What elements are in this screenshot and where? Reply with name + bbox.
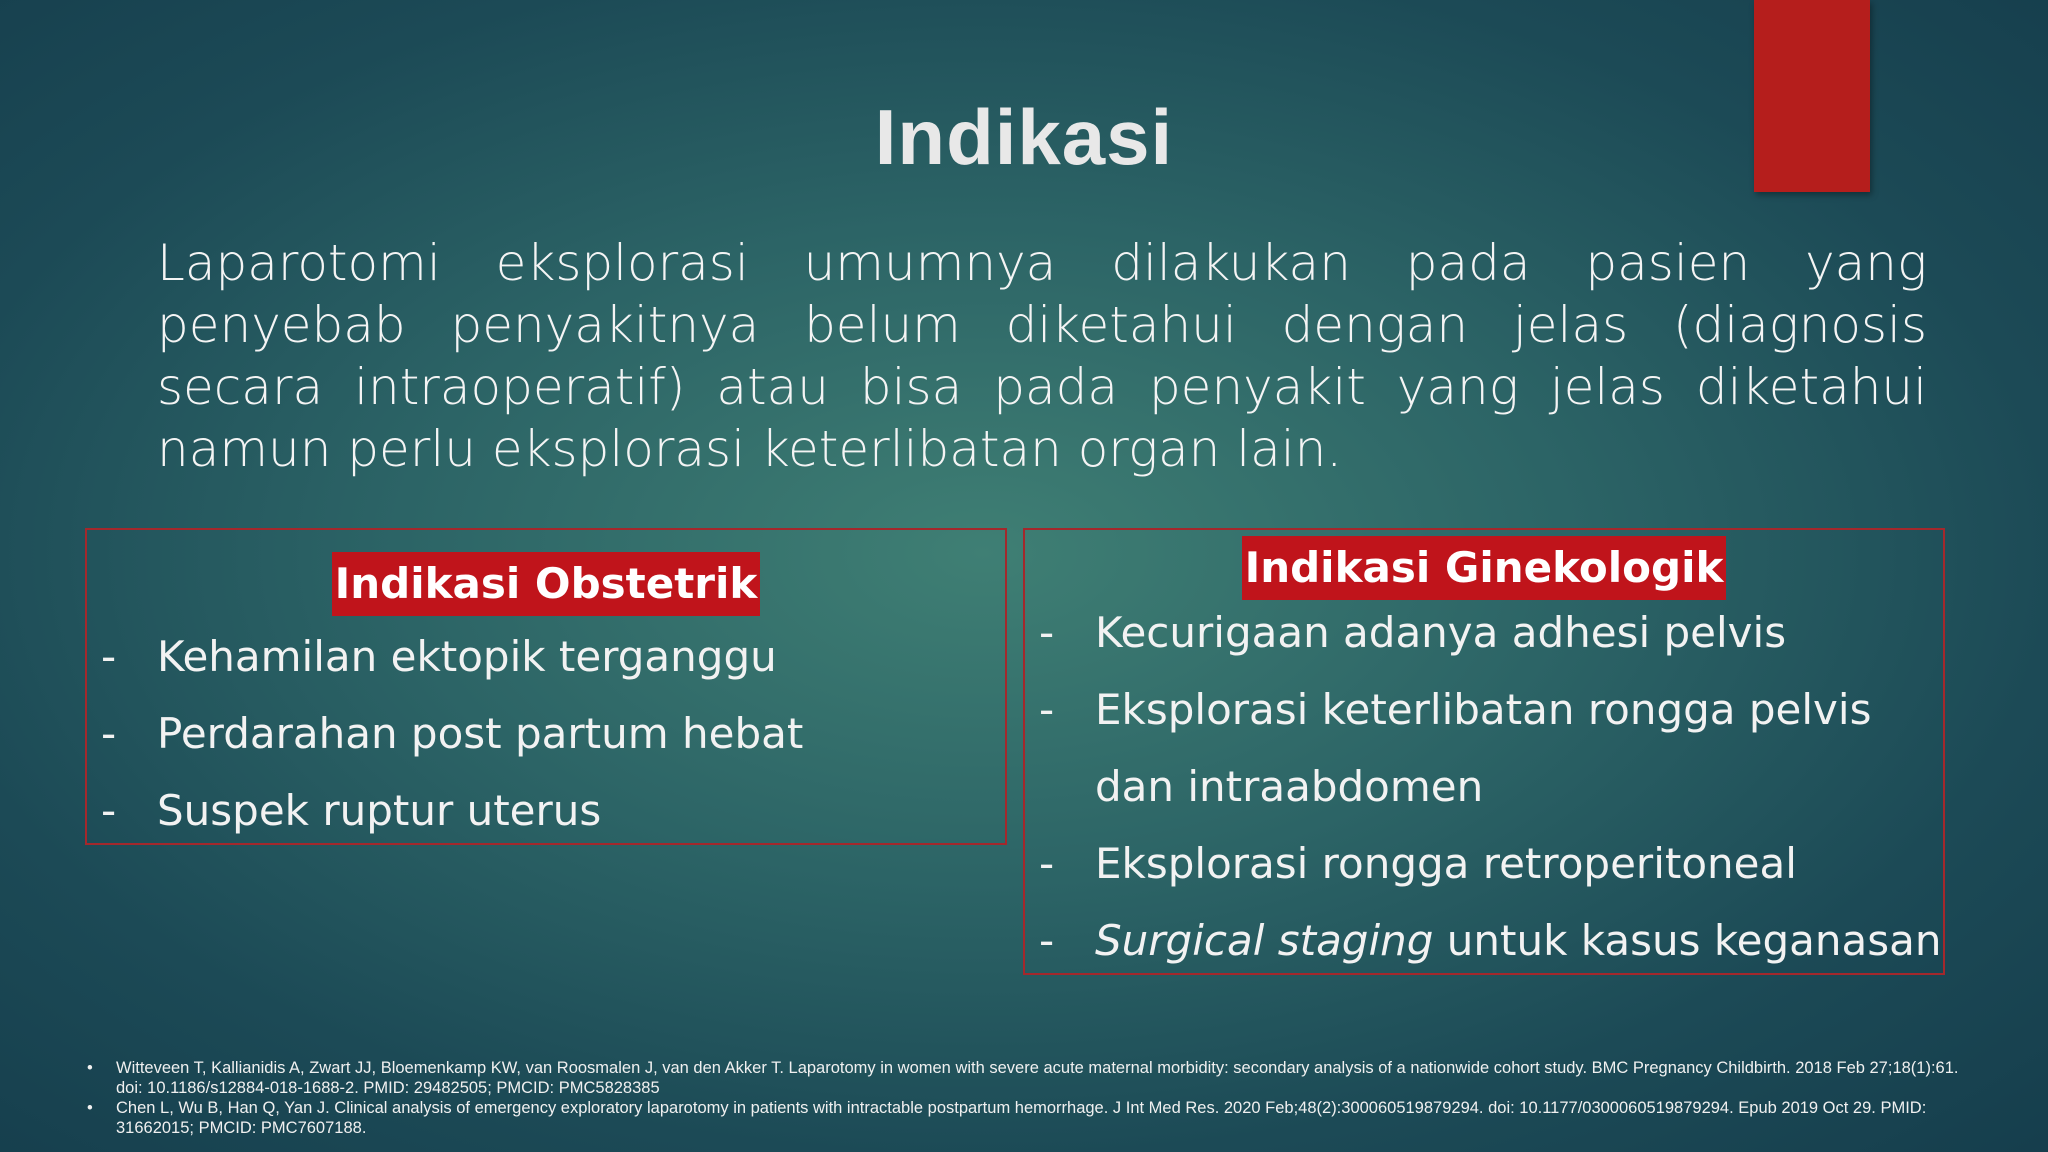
gynecologic-heading-label: Indikasi Ginekologik — [1242, 536, 1727, 600]
list-item: - Eksplorasi rongga retroperitoneal — [1039, 839, 1797, 888]
gynecologic-list — [1023, 594, 1945, 979]
italic-term: Surgical staging — [1095, 916, 1434, 965]
references — [85, 1058, 1985, 1138]
reference-item: • Chen L, Wu B, Han Q, Yan J. Clinical analysis of emergency exploratory laparotomy in patients with intractable postpartum hemorrhage. J Int Med Res. 2020 Feb;48(2):300060519879294. doi: 10.1177/0300060519879294. Epub 2019 Oct 29. PMID: 31662015; PMCID: PMC7607188. — [87, 1099, 1927, 1137]
reference-item: • Witteveen T, Kallianidis A, Zwart JJ, Bloemenkamp KW, van Roosmalen J, van den Akker T. Laparotomy in women with severe acute maternal morbidity: secondary analysis of a nationwide cohort study. BMC Pregnancy Childbirth. 2018 Feb 27;18(1):61. doi: 10.1186/s12884-018-1688-2. PMID: 29482505; PMCID: PMC5828385 — [87, 1059, 1959, 1097]
list-item-continuation: dan intraabdomen — [1095, 762, 1484, 811]
slide-title: Indikasi — [874, 93, 1174, 181]
list-item: - Kehamilan ektopik terganggu — [101, 632, 777, 681]
gynecologic-heading — [1025, 536, 1943, 600]
list-item: - Eksplorasi keterlibatan rongga pelvis — [1039, 685, 1872, 734]
obstetric-list — [85, 618, 1007, 849]
list-item: - Surgical staging untuk kasus keganasan — [1039, 916, 1942, 965]
list-item: - Suspek ruptur uterus — [101, 786, 602, 835]
list-item: - Kecurigaan adanya adhesi pelvis — [1039, 608, 1787, 657]
obstetric-heading-label: Indikasi Obstetrik — [332, 552, 761, 616]
intro-paragraph: Laparotomi eksplorasi umumnya dilakukan pada pasien yang penyebab penyakitnya belum diketahui dengan jelas (diagnosis secara intraoperatif) atau bisa pada penyakit yang jelas diketahui namun perlu eksplorasi keterlibatan organ lain. — [157, 234, 1927, 478]
list-item: - Perdarahan post partum hebat — [101, 709, 804, 758]
obstetric-heading — [87, 552, 1005, 616]
